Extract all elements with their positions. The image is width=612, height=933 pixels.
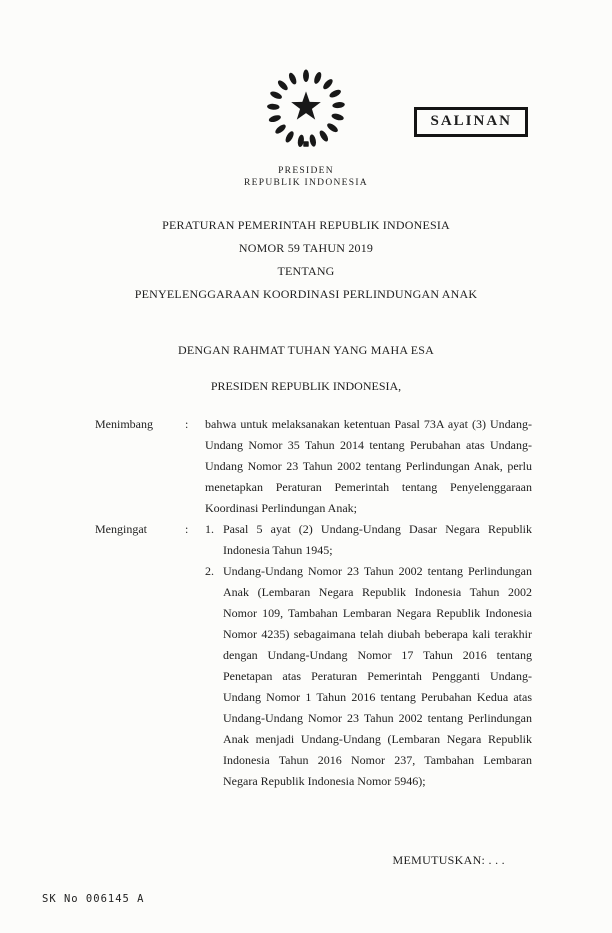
menimbang-text: bahwa untuk melaksanakan ketentuan Pasal 73A ayat (3) Undang-Undang Nomor 35 Tahun 2014 tentang Perubahan atas Undang-Undang Nomor 23 Tahun 2002 tentang Perlindungan Anak, perlu menetapkan Peraturan Pemerintah tentang Penyelenggaraan Koordinasi Perlindungan Anak; (205, 417, 532, 515)
mengingat-colon: : (185, 522, 189, 536)
title-line-number: NOMOR 59 TAHUN 2019 (238, 241, 374, 255)
mengingat-label: Mengingat (95, 522, 147, 536)
mengingat-clause (95, 519, 532, 792)
mengingat-item-number: 1. (205, 522, 214, 536)
letterhead-republik-indonesia: REPUBLIK INDONESIA (244, 178, 368, 188)
letterhead-presiden: PRESIDEN (278, 166, 334, 176)
preamble (0, 344, 612, 392)
menimbang-colon: : (185, 417, 189, 431)
salinan-stamp (414, 107, 528, 137)
title-line-subject: PENYELENGGARAAN KOORDINASI PERLINDUNGAN ANAK (134, 287, 478, 301)
mengingat-item-text: Undang-Undang Nomor 23 Tahun 2002 tentang Perlindungan Anak (Lembaran Negara Republik Indonesia Tahun 2002 Nomor 109, Tambahan Lembaran Negara Republik Indonesia Nomor 4235) sebagaimana telah diubah beberapa kali terakhir dengan Undang-Undang Nomor 17 Tahun 2016 tentang Penetapan atas Peraturan Pemerintah Pengganti Undang-Undang Nomor 1 Tahun 2016 tentang Perubahan Kedua atas Undang-Undang Nomor 23 Tahun 2002 tentang Perlindungan Anak menjadi Undang-Undang (Lembaran Negara Republik Indonesia Tahun 2016 Nomor 237, Tambahan Lembaran Negara Republik Indonesia Nomor 5946); (223, 564, 532, 788)
regulation-title (0, 219, 612, 311)
mengingat-list (205, 519, 532, 792)
title-line-regulation: PERATURAN PEMERINTAH REPUBLIK INDONESIA (162, 218, 450, 232)
letterhead (0, 165, 612, 189)
mengingat-item (205, 561, 532, 792)
preamble-authority-line: PRESIDEN REPUBLIK INDONESIA, (210, 379, 402, 393)
title-line-tentang: TENTANG (277, 264, 335, 278)
presidential-emblem-icon (267, 66, 345, 156)
mengingat-item-number: 2. (205, 564, 214, 578)
considerations-section (95, 414, 532, 792)
preamble-grace-line: DENGAN RAHMAT TUHAN YANG MAHA ESA (177, 343, 435, 357)
menimbang-label: Menimbang (95, 417, 153, 431)
mengingat-item-text: Pasal 5 ayat (2) Undang-Undang Dasar Negara Republik Indonesia Tahun 1945; (223, 522, 532, 557)
sk-number: SK No 006145 A (42, 893, 145, 905)
salinan-label: SALINAN (430, 113, 512, 129)
menimbang-clause (95, 414, 532, 519)
memutuskan-cue: MEMUTUSKAN: . . . (392, 853, 505, 867)
mengingat-item (205, 519, 532, 561)
